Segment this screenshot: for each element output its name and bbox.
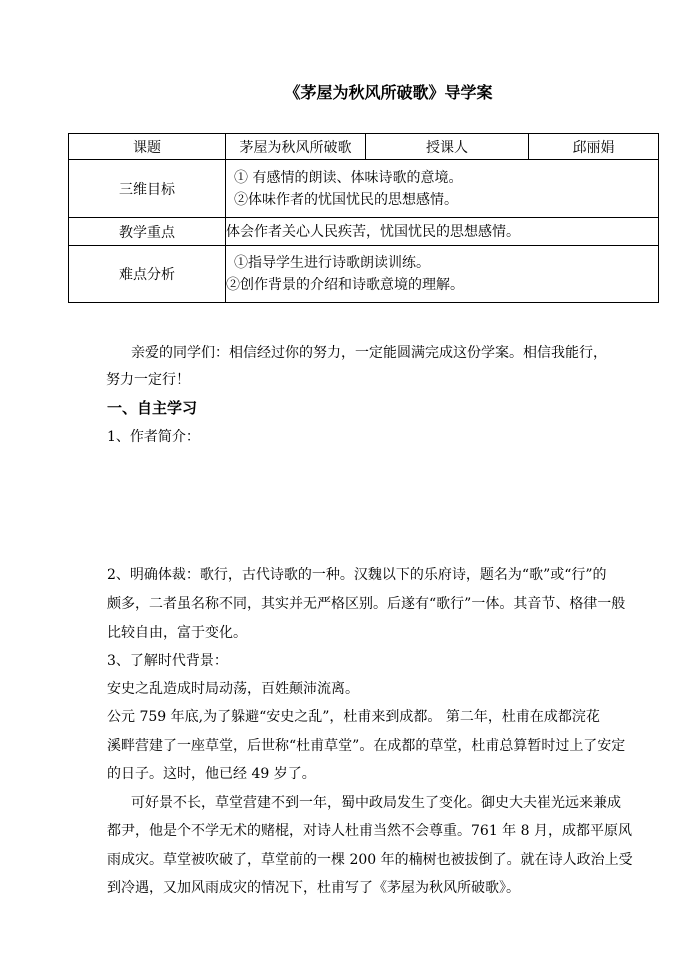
difficulty-line-1: ①指导学生进行诗歌朗读训练。 [234,255,430,271]
goals-line-1: ① 有感情的朗读、体味诗歌的意境。 [234,169,463,186]
teacher-value-cell: 邱丽娟 [529,134,659,160]
genre-line-1: 2、明确体裁：歌行，古代诗歌的一种。汉魏以下的乐府诗，题名为“歌”或“行”的 [107,567,607,583]
goals-label-cell: 三维目标 [69,160,226,218]
difficulty-label-cell: 难点分析 [69,246,226,303]
teacher-label-cell: 授课人 [366,134,529,160]
topic-value-cell: 茅屋为秋风所破歌 [226,134,366,160]
focus-label-cell: 教学重点 [69,218,226,246]
item-background: 3、了解时代背景： [107,653,228,669]
goals-line-2: ②体味作者的忧国忧民的思想感情。 [234,191,458,208]
background-p3-line-2: 都尹，他是个不学无术的赌棍，对诗人杜甫当然不会尊重。761 年 8 月，成都平原风 [107,823,632,839]
background-p2-line-3: 的日子。这时，他已经 49 岁了。 [107,766,316,782]
background-p3-line-3: 雨成灾。草堂被吹破了，草堂前的一棵 200 年的楠树也被拔倒了。就在诗人政治上受 [107,852,633,868]
intro-line-1: 亲爱的同学们：相信经过你的努力，一定能圆满完成这份学案。相信我能行， [131,345,607,361]
background-p3-line-1: 可好景不长，草堂营建不到一年，蜀中政局发生了变化。御史大夫崔光远来兼成 [131,795,621,811]
document-title-text: 《茅屋为秋风所破歌》导学案 [284,83,493,102]
background-p2-line-1: 公元 759 年底,为了躲避“安史之乱”，杜甫来到成都。 第二年，杜甫在成都浣花 [107,709,600,725]
genre-line-2: 颇多，二者虽名称不同，其实并无严格区别。后遂有“歌行”一体。其音节、格律一般 [107,596,626,612]
genre-line-3: 比较自由，富于变化。 [107,625,247,641]
background-p2-line-2: 溪畔营建了一座草堂，后世称“杜甫草堂”。在成都的草堂，杜甫总算暂时过上了安定 [107,738,626,754]
section-heading-self-study: 一、自主学习 [107,399,198,417]
item-author-intro: 1、作者简介： [107,429,200,445]
intro-line-2: 努力一定行！ [106,372,190,388]
topic-label-cell: 课题 [69,134,226,160]
background-line-1: 安史之乱造成时局动荡，百姓颠沛流离。 [107,681,359,697]
focus-line-1: 体会作者关心人民疾苦，忧国忧民的思想感情。 [226,223,520,240]
background-p3-line-4: 到冷遇，又加风雨成灾的情况下，杜甫写了《茅屋为秋风所破歌》。 [107,880,520,896]
difficulty-line-2: ②创作背景的介绍和诗歌意境的理解。 [226,277,464,293]
